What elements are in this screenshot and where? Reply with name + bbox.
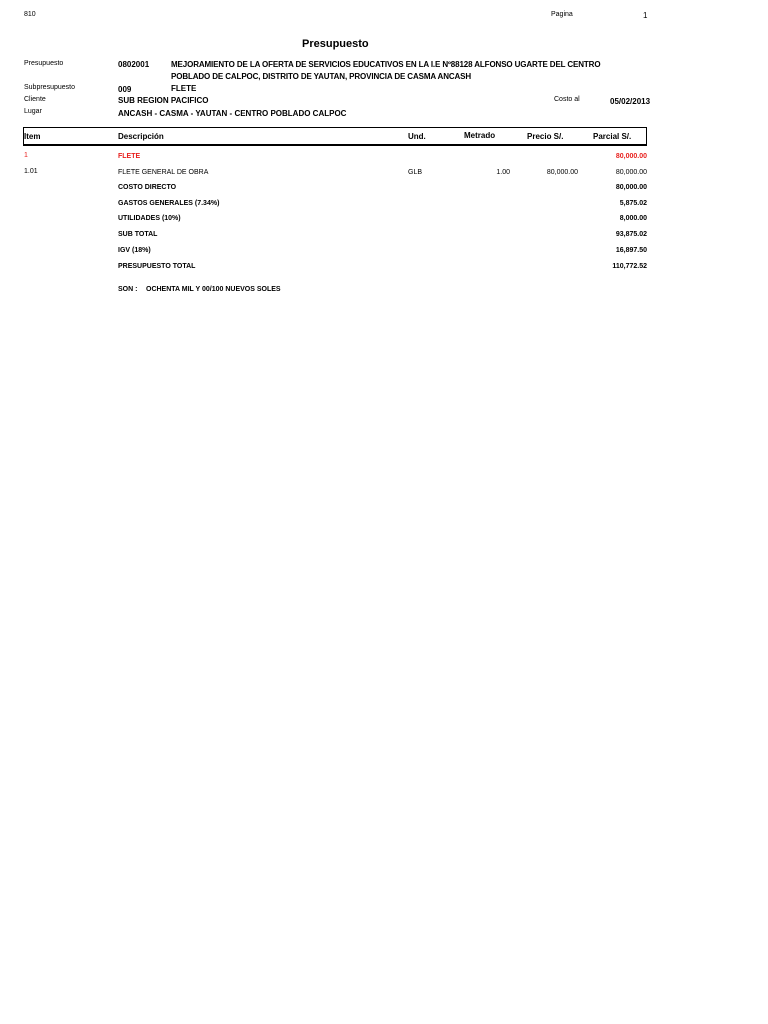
- total-value-igv: 16,897.50: [615, 247, 647, 254]
- costo-label: Costo al: [554, 96, 580, 103]
- column-header-precio: Precio S/.: [527, 132, 564, 141]
- presupuesto-description-line1: MEJORAMIENTO DE LA OFERTA DE SERVICIOS EDUCATIVOS EN LA I.E Nº88128 ALFONSO UGARTE DEL CENTRO: [171, 60, 601, 69]
- lugar-value: ANCASH - CASMA - YAUTAN - CENTRO POBLADO CALPOC: [118, 109, 347, 118]
- costo-date: 05/02/2013: [610, 97, 651, 106]
- column-header-parcial: Parcial S/.: [593, 132, 632, 141]
- total-label-costo-directo: COSTO DIRECTO: [118, 184, 177, 191]
- son-amount-in-words: OCHENTA MIL Y 00/100 NUEVOS SOLES: [146, 286, 281, 293]
- column-header-und: Und.: [408, 132, 426, 141]
- group-description: FLETE: [118, 153, 141, 160]
- page-number: 1: [643, 11, 648, 20]
- total-value-presupuesto-total: 110,772.52: [612, 263, 647, 270]
- row-und: GLB: [408, 169, 423, 176]
- document-code: 810: [24, 11, 36, 18]
- lugar-label: Lugar: [24, 108, 42, 115]
- column-header-metrado: Metrado: [464, 131, 496, 140]
- row-item-number: 1.01: [24, 168, 38, 175]
- total-value-utilidades: 8,000.00: [619, 215, 647, 222]
- page-label: Pagina: [551, 11, 573, 18]
- presupuesto-code: 0802001: [118, 60, 150, 69]
- group-item-number: 1: [24, 152, 28, 159]
- total-label-gastos-generales: GASTOS GENERALES (7.34%): [118, 200, 220, 207]
- table-header-bottom-border: [23, 144, 647, 146]
- cliente-value: SUB REGION PACIFICO: [118, 96, 209, 105]
- son-label: SON :: [118, 286, 138, 293]
- total-value-sub-total: 93,875.02: [615, 231, 647, 238]
- total-label-utilidades: UTILIDADES (10%): [118, 215, 181, 222]
- total-label-sub-total: SUB TOTAL: [118, 231, 158, 238]
- presupuesto-description-line2: POBLADO DE CALPOC, DISTRITO DE YAUTAN, PROVINCIA DE CASMA ANCASH: [171, 72, 472, 81]
- subpresupuesto-name: FLETE: [171, 84, 197, 93]
- cliente-label: Cliente: [24, 96, 46, 103]
- total-label-presupuesto-total: PRESUPUESTO TOTAL: [118, 263, 196, 270]
- row-description: FLETE GENERAL DE OBRA: [118, 169, 209, 176]
- group-parcial: 80,000.00: [615, 153, 647, 160]
- total-value-gastos-generales: 5,875.02: [619, 200, 647, 207]
- column-header-descripcion: Descripción: [118, 132, 164, 141]
- subpresupuesto-code: 009: [118, 85, 132, 94]
- subpresupuesto-label: Subpresupuesto: [24, 84, 75, 91]
- row-metrado: 1.00: [496, 169, 510, 176]
- column-header-item: Item: [24, 132, 41, 141]
- row-parcial: 80,000.00: [615, 169, 647, 176]
- page-title: Presupuesto: [302, 38, 369, 50]
- total-label-igv: IGV (18%): [118, 247, 151, 254]
- total-value-costo-directo: 80,000.00: [615, 184, 647, 191]
- presupuesto-label: Presupuesto: [24, 60, 64, 67]
- row-precio: 80,000.00: [546, 169, 578, 176]
